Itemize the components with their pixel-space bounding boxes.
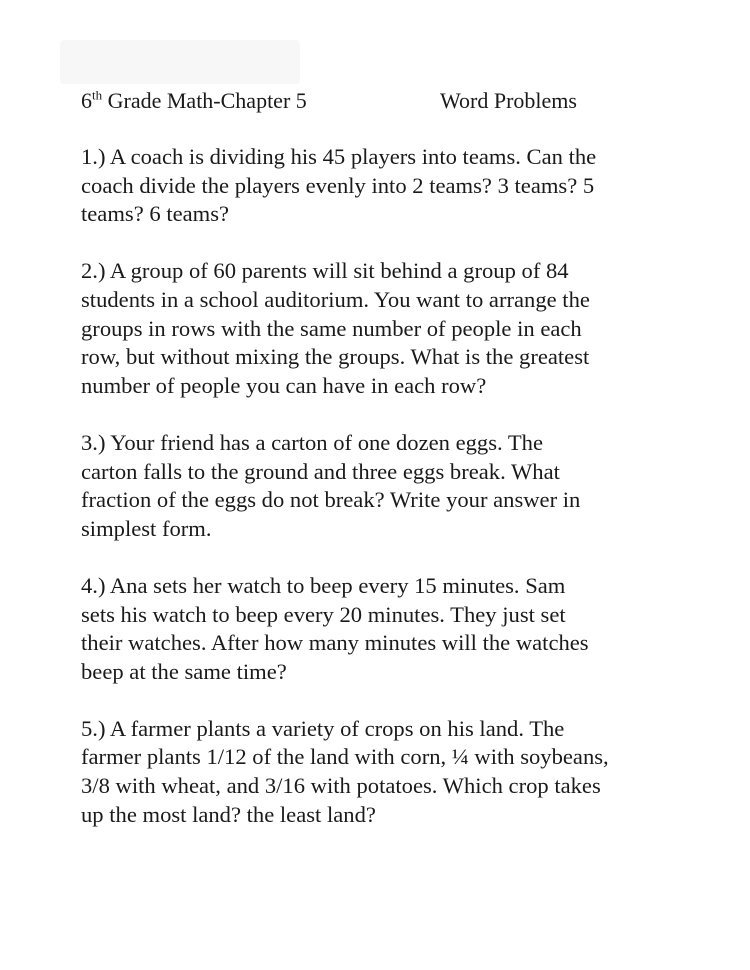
problem-list [81,143,671,858]
problem-4: 4.) Ana sets her watch to beep every 15 minutes. Sam sets his watch to beep every 20 minutes. They just set their watches. After how many minutes will the watches beep at the same time? [81,572,589,684]
grade-superscript: th [92,87,103,103]
title-rest: Grade Math-Chapter 5 [102,88,307,113]
problem-5: 5.) A farmer plants a variety of crops on his land. The farmer plants 1/12 of the land with corn, ¼ with soybeans, 3/8 with wheat, and 3/16 with potatoes. Which crop takes up the most land? the least land? [81,715,609,827]
document-header [81,86,681,116]
problem-3: 3.) Your friend has a carton of one dozen eggs. The carton falls to the ground and three eggs break. What fraction of the eggs do not break? Write your answer in simplest form. [81,429,581,541]
grade-number: 6 [81,88,92,113]
problem-1: 1.) A coach is dividing his 45 players into teams. Can the coach divide the players evenly into 2 teams? 3 teams? 5 teams? 6 teams? [81,144,597,227]
faint-watermark [60,40,300,84]
document-subtitle: Word Problems [440,88,577,113]
problem-2: 2.) A group of 60 parents will sit behind a group of 84 students in a school auditorium. You want to arrange the groups in rows with the same number of people in each row, but without mixing the groups. What is the greatest number of people you can have in each row? [81,258,590,398]
grade-title [81,88,307,113]
